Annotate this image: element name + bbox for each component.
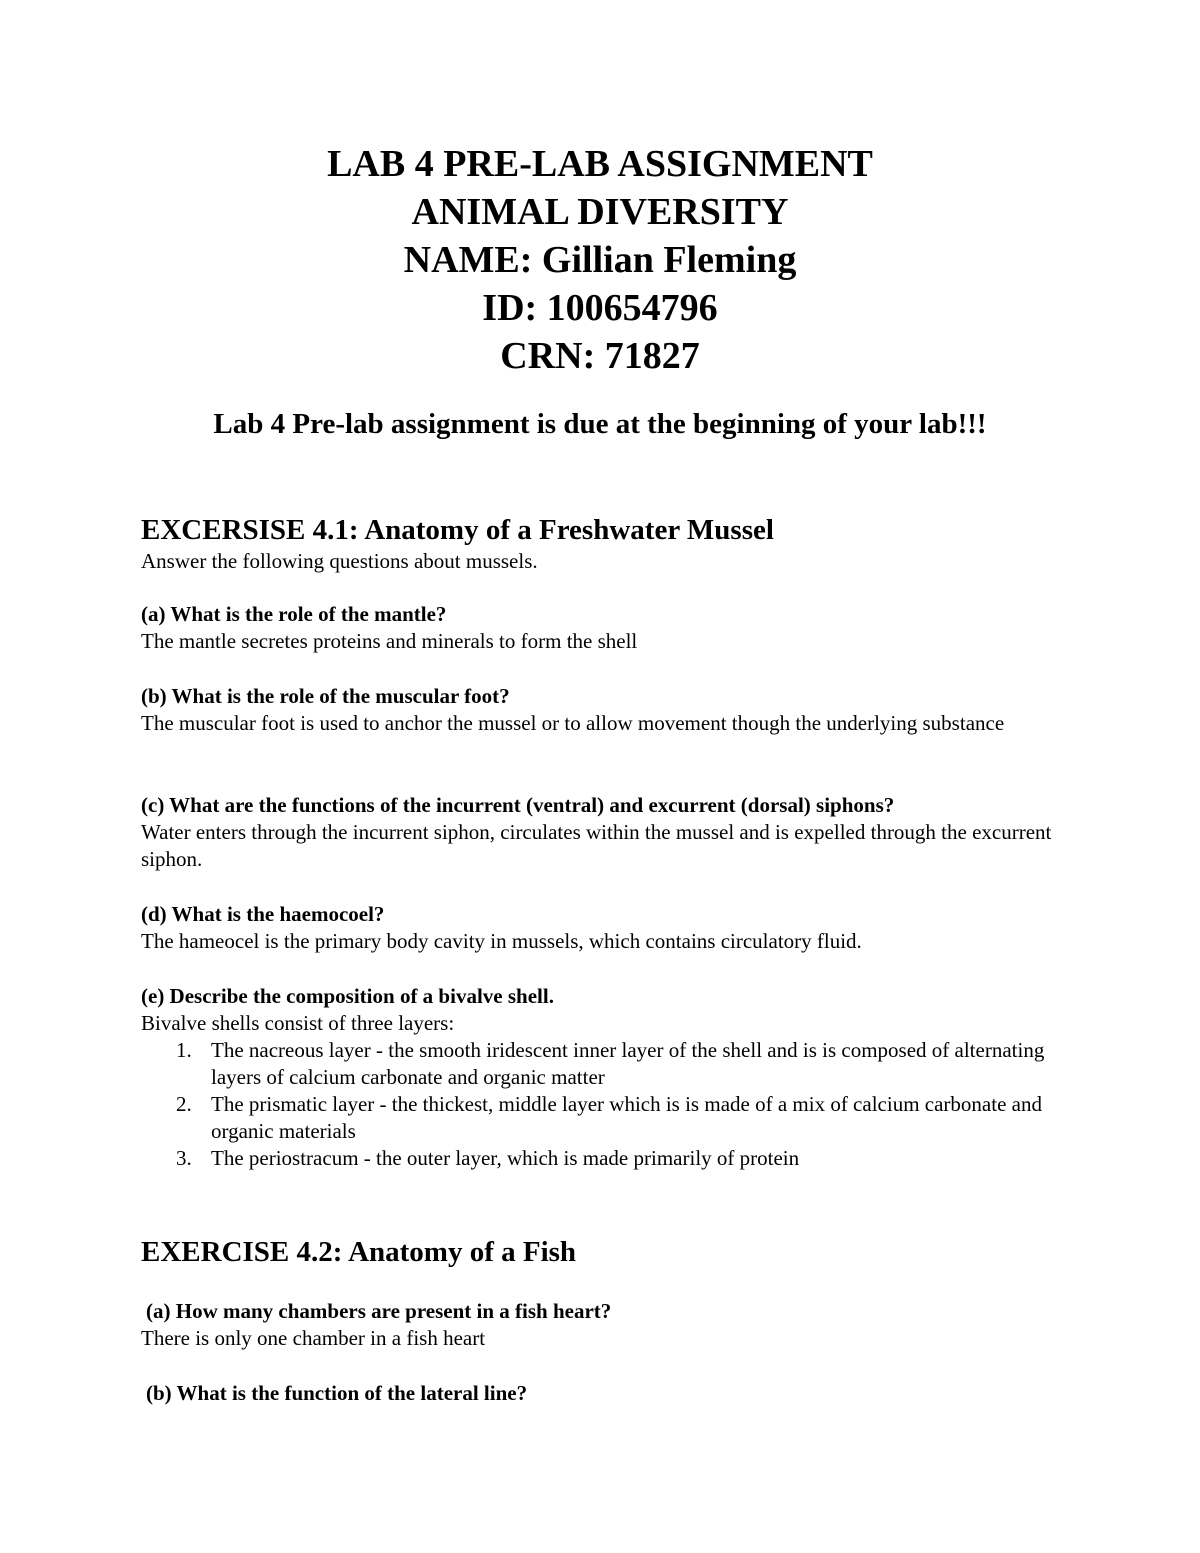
shell-layers-list — [141, 1037, 1061, 1172]
question-text: (c) What are the functions of the incurrent (ventral) and excurrent (dorsal) siphons? — [141, 793, 895, 817]
answer-text: The hameocel is the primary body cavity in mussels, which contains circulatory fluid. — [141, 929, 862, 953]
question-block-b — [141, 683, 1061, 737]
question-text: (b) What is the function of the lateral line? — [146, 1381, 528, 1405]
question-block-fish-b — [146, 1380, 1066, 1407]
answer-text: Water enters through the incurrent siphon, circulates within the mussel and is expelled through the excurrent siphon. — [141, 820, 1052, 871]
list-number: 3. — [176, 1146, 192, 1170]
question-text: (d) What is the haemocoel? — [141, 902, 385, 926]
answer-text: There is only one chamber in a fish heart — [141, 1326, 486, 1350]
answer-text: The mantle secretes proteins and minerals to form the shell — [141, 629, 638, 653]
exercise-2-title: EXERCISE 4.2: Anatomy of a Fish — [141, 1236, 577, 1268]
list-number: 1. — [176, 1038, 192, 1062]
student-name: NAME: Gillian Fleming — [403, 239, 797, 281]
list-item-text: The nacreous layer - the smooth iridescent inner layer of the shell and is is composed of alternating layers of calcium carbonate and organic matter — [211, 1038, 1045, 1089]
list-item-text: The prismatic layer - the thickest, middle layer which is is made of a mix of calcium carbonate and organic materials — [211, 1092, 1042, 1143]
exercise-2-heading — [141, 1234, 1061, 1270]
exercise-1-heading — [141, 512, 1061, 575]
question-text: (a) What is the role of the mantle? — [141, 602, 447, 626]
question-block-e — [141, 983, 1061, 1172]
question-block-a — [141, 601, 1061, 655]
list-item — [141, 1037, 1061, 1091]
question-block-d — [141, 901, 1061, 955]
question-text: (e) Describe the composition of a bivalve shell. — [141, 984, 554, 1008]
due-notice: Lab 4 Pre-lab assignment is due at the beginning of your lab!!! — [213, 408, 987, 440]
answer-text: The muscular foot is used to anchor the mussel or to allow movement though the underlying substance — [141, 711, 1005, 735]
question-text: (a) How many chambers are present in a fish heart? — [146, 1299, 612, 1323]
answer-text: Bivalve shells consist of three layers: — [141, 1011, 455, 1035]
list-item — [141, 1145, 1061, 1172]
assignment-title: LAB 4 PRE-LAB ASSIGNMENT — [327, 143, 873, 185]
list-item-text: The periostracum - the outer layer, which is made primarily of protein — [211, 1146, 800, 1170]
student-id: ID: 100654796 — [482, 287, 718, 329]
question-text: (b) What is the role of the muscular foot? — [141, 684, 510, 708]
exercise-1-intro: Answer the following questions about mussels. — [141, 549, 538, 573]
exercise-1-title: EXCERSISE 4.1: Anatomy of a Freshwater Mussel — [141, 514, 774, 546]
list-number: 2. — [176, 1092, 192, 1116]
course-crn: CRN: 71827 — [500, 335, 700, 377]
question-block-c — [141, 792, 1061, 873]
list-item — [141, 1091, 1061, 1145]
question-block-fish-a — [141, 1298, 1066, 1352]
document-header — [0, 140, 1200, 380]
course-topic: ANIMAL DIVERSITY — [411, 191, 789, 233]
